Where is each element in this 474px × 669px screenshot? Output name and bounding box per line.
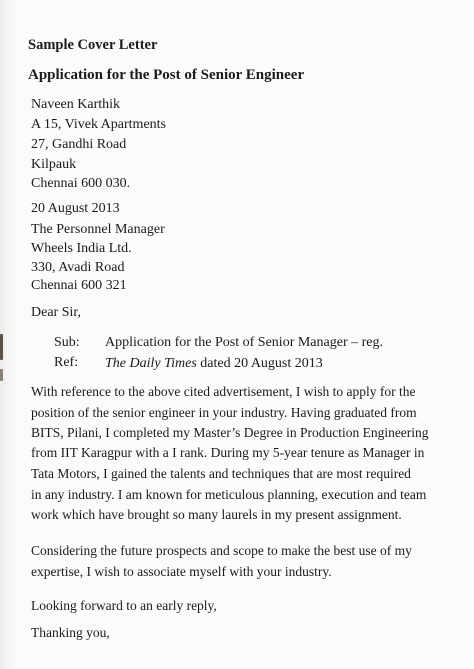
reference-date: dated 20 August 2013	[196, 356, 323, 371]
sender-address-line: Kilpauk	[31, 157, 77, 172]
paragraph-line: position of the senior engineer in your industry. Having graduated from	[31, 405, 417, 420]
recipient-line: The Personnel Manager	[31, 222, 165, 237]
paragraph-line: in any industry. I am known for meticulous planning, execution and team	[31, 487, 427, 502]
document-title: Sample Cover Letter	[28, 37, 158, 53]
letter-heading: Application for the Post of Senior Engineer	[28, 67, 305, 83]
paragraph-line: Tata Motors, I gained the talents and techniques that are most required	[31, 466, 411, 481]
closing-thanks: Thanking you,	[31, 625, 110, 640]
page-edge-mark	[0, 369, 3, 381]
letter-date: 20 August 2013	[31, 201, 120, 216]
recipient-line: Wheels India Ltd.	[31, 241, 132, 256]
paragraph-line: expertise, I wish to associate myself with your industry.	[31, 564, 332, 579]
subject-text: Application for the Post of Senior Manager – reg.	[105, 335, 383, 350]
page-edge-mark	[0, 334, 3, 360]
recipient-line: Chennai 600 321	[31, 278, 127, 293]
sender-name: Naveen Karthik	[31, 97, 121, 112]
reference-text	[105, 356, 323, 372]
recipient-line: 330, Avadi Road	[31, 260, 125, 275]
paragraph-line: work which have brought so many laurels in my present assignment.	[31, 507, 402, 522]
closing-line: Looking forward to an early reply,	[31, 598, 217, 613]
sender-address-line: Chennai 600 030.	[31, 176, 131, 191]
sender-address-line: 27, Gandhi Road	[31, 137, 127, 152]
paragraph-line: With reference to the above cited advertisement, I wish to apply for the	[31, 384, 416, 399]
salutation: Dear Sir,	[31, 305, 81, 320]
sender-address-line: A 15, Vivek Apartments	[31, 117, 167, 132]
paragraph-line: Considering the future prospects and scope to make the best use of my	[31, 543, 412, 558]
subject-label: Sub:	[54, 335, 80, 350]
paragraph-line: BITS, Pilani, I completed my Master’s Degree in Production Engineering	[31, 425, 429, 440]
reference-source: The Daily Times	[105, 356, 197, 371]
paragraph-line: from IIT Karagpur with a I rank. During my 5-year tenure as Manager in	[31, 445, 425, 460]
reference-label: Ref:	[54, 355, 79, 370]
